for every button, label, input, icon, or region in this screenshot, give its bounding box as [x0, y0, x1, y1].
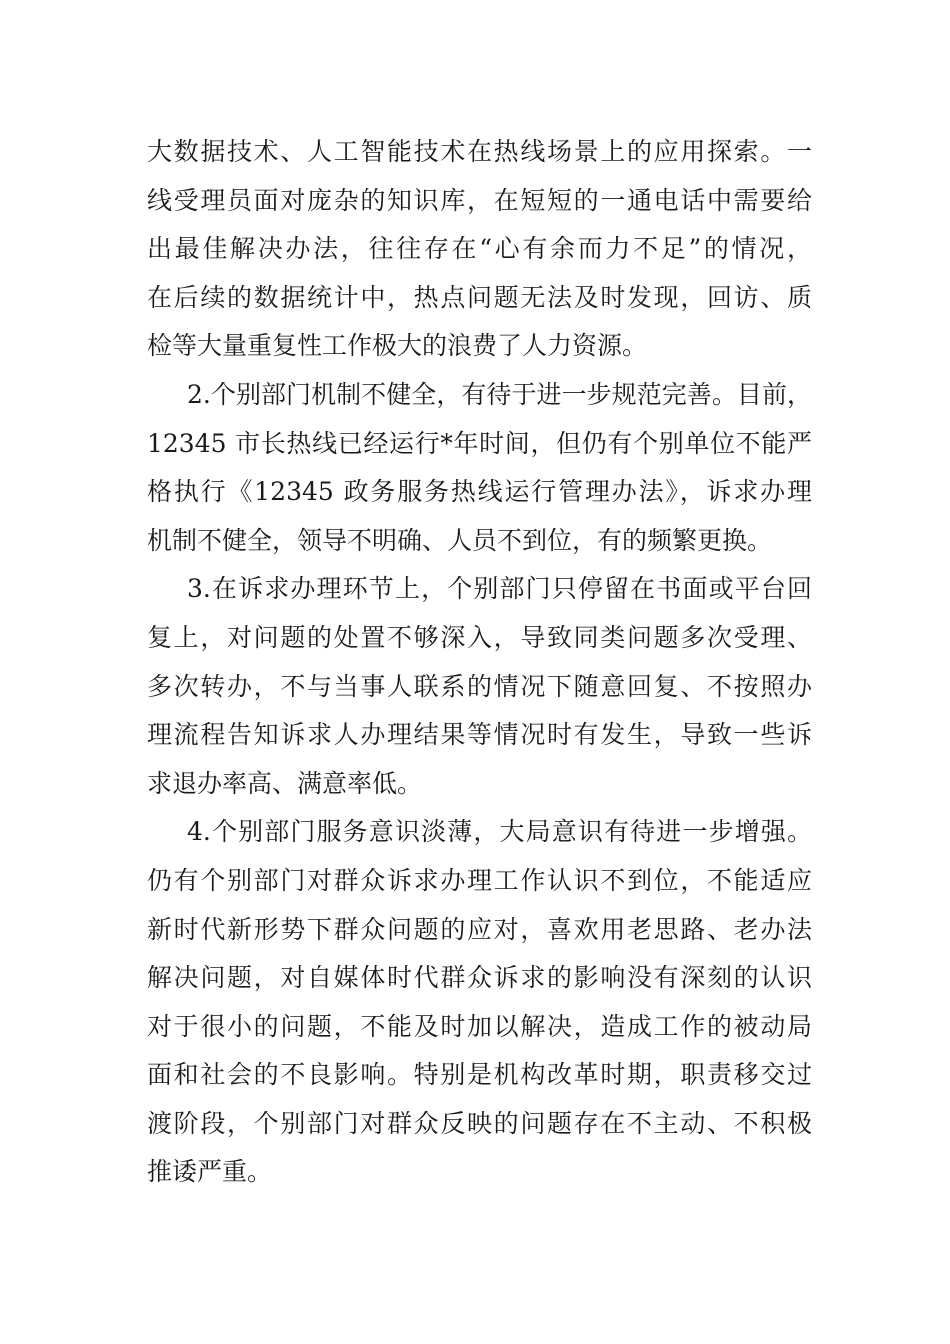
text-line: 线受理员面对庞杂的知识库，在短短的一通电话中需要给: [147, 185, 812, 215]
text-line: 机制不健全，领导不明确、人员不到位，有的频繁更换。: [147, 525, 773, 555]
text-line: 复上，对问题的处置不够深入，导致同类问题多次受理、: [147, 622, 812, 652]
text-line: 在后续的数据统计中，热点问题无法及时发现，回访、质: [147, 282, 812, 312]
text-line: 渡阶段，个别部门对群众反映的问题存在不主动、不积极: [147, 1108, 812, 1138]
body-text: [147, 128, 812, 1197]
paragraph-2-first-line: 2.个别部门机制不健全，有待于进一步规范完善。目前，: [187, 379, 812, 409]
text-line: 理流程告知诉求人办理结果等情况时有发生，导致一些诉: [147, 720, 812, 750]
text-line: 新时代新形势下群众问题的应对，喜欢用老思路、老办法: [147, 914, 812, 944]
paragraph-3-first-line: 3.在诉求办理环节上，个别部门只停留在书面或平台回: [187, 574, 812, 604]
text-line: 12345 市长热线已经运行*年时间，但仍有个别单位不能严: [147, 428, 812, 458]
text-line: 对于很小的问题，不能及时加以解决，造成工作的被动局: [147, 1011, 812, 1041]
text-line: 格执行《12345 政务服务热线运行管理办法》，诉求办理: [147, 477, 812, 507]
text-line: 出最佳解决办法，往往存在“心有余而力不足”的情况，: [147, 234, 812, 264]
text-line: 解决问题，对自媒体时代群众诉求的影响没有深刻的认识: [147, 963, 812, 993]
text-line: 多次转办，不与当事人联系的情况下随意回复、不按照办: [147, 671, 812, 701]
paragraph-4-first-line: 4.个别部门服务意识淡薄，大局意识有待进一步增强。: [187, 817, 812, 847]
text-line: 大数据技术、人工智能技术在热线场景上的应用探索。一: [147, 137, 812, 166]
text-line: 仍有个别部门对群众诉求办理工作认识不到位，不能适应: [147, 865, 812, 895]
text-line: 面和社会的不良影响。特别是机构改革时期，职责移交过: [147, 1060, 812, 1090]
text-line: 求退办率高、满意率低。: [147, 768, 423, 798]
text-line: 检等大量重复性工作极大的浪费了人力资源。: [147, 331, 648, 361]
text-line: 推诿严重。: [147, 1157, 273, 1187]
